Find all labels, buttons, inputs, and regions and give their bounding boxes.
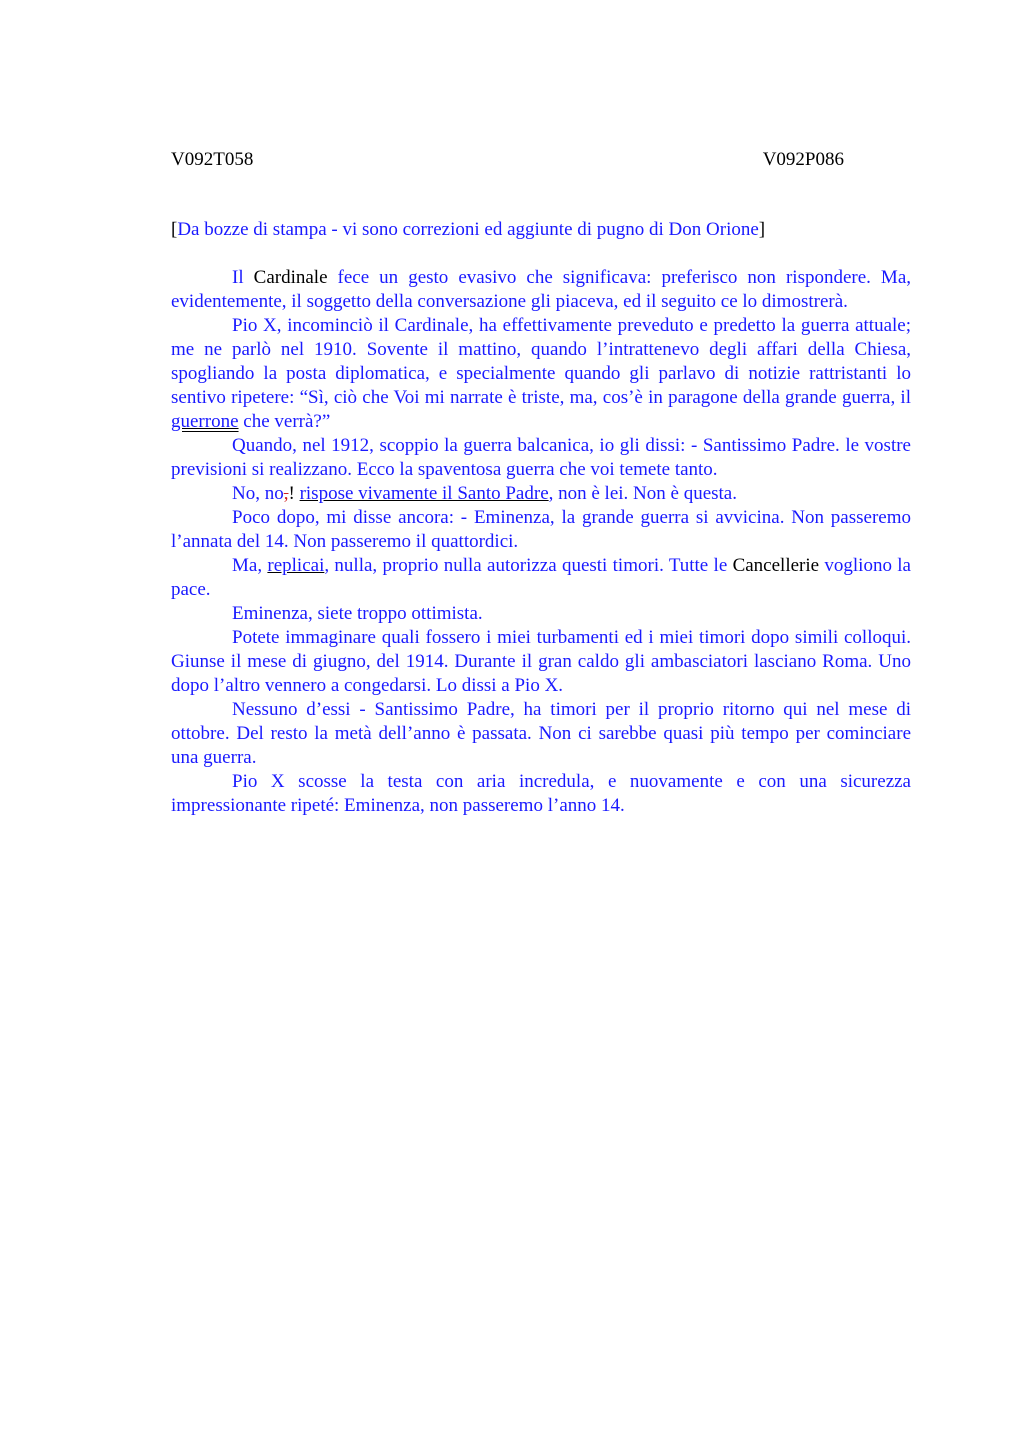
paragraph-segment: Cancellerie — [732, 555, 820, 576]
paragraph-segment: Il — [232, 267, 254, 288]
paragraph-segment: che verrà?” — [238, 411, 331, 432]
note-text: Da bozze di stampa - vi sono correzioni ed aggiunte di pugno di Don Orione — [177, 219, 759, 240]
paragraph-segment: , nulla, proprio nulla autorizza questi timori. Tutte le — [324, 555, 733, 576]
document-code-left: V092T058 — [171, 149, 254, 170]
source-note — [171, 218, 765, 242]
paragraph-segment: vogliono la pace. — [171, 555, 911, 600]
paragraph-segment: Pio X, incominciò il Cardinale, ha effettivamente preveduto e predetto la guerra attuale; me ne parlò nel 1910. Sovente il mattino, quando l’intrattenevo degli affari della Chiesa, spogliando la posta diplomatica, e specialmente quando gli parlavo di notizie rattristanti lo sentivo ripetere: “Sì, ciò che Voi mi narrate è triste, ma, cos’è in paragone della grande guerra, il — [171, 315, 911, 408]
paragraph — [171, 506, 911, 554]
paragraph-segment: rispose vivamente il Santo Padre — [299, 483, 549, 504]
paragraph-segment: No, no — [232, 483, 284, 504]
paragraph-segment: Nessuno d’essi - Santissimo Padre, ha timori per il proprio ritorno qui nel mese di ottobre. Del resto la metà dell’anno è passata. Non ci sarebbe quasi più tempo per cominciare una guerra. — [171, 699, 911, 768]
paragraph-segment: Quando, nel 1912, scoppio la guerra balcanica, io gli dissi: - Santissimo Padre. le vostre previsioni si realizzano. Ecco la spaventosa guerra che voi temete tanto. — [171, 435, 911, 480]
paragraph-segment: guerrone — [171, 411, 239, 432]
paragraph — [171, 602, 911, 626]
paragraph-segment: ! — [288, 483, 300, 504]
paragraph — [171, 314, 911, 434]
paragraph-segment: Cardinale — [253, 267, 328, 288]
page-code-right: V092P086 — [762, 149, 844, 170]
paragraph — [171, 434, 911, 482]
note-open-bracket: [ — [171, 219, 178, 240]
paragraph-segment: Pio X scosse la testa con aria incredula, e nuovamente e con una sicurezza impressionante ripeté: Eminenza, non passeremo l’anno 14. — [171, 771, 911, 816]
paragraph-segment: Eminenza, siete troppo ottimista. — [232, 603, 483, 624]
paragraph — [171, 266, 911, 314]
paragraph-segment: , non è lei. Non è questa. — [548, 483, 737, 504]
note-close-bracket: ] — [758, 219, 766, 240]
paragraph-segment: replicai — [267, 555, 325, 576]
paragraph-segment: Poco dopo, mi disse ancora: - Eminenza, la grande guerra si avvicina. Non passeremo l’annata del 14. Non passeremo il quattordici. — [171, 507, 911, 552]
paragraph — [171, 626, 911, 698]
paragraph-segment: Potete immaginare quali fossero i miei turbamenti ed i miei timori dopo simili colloqui. Giunse il mese di giugno, del 1914. Durante il gran caldo gli ambasciatori lasciano Roma. Uno dopo l’altro vennero a congedarsi. Lo dissi a Pio X. — [171, 627, 911, 696]
document-header — [171, 148, 844, 172]
paragraph-segment: Ma, — [232, 555, 268, 576]
paragraph — [171, 554, 911, 602]
paragraph — [171, 770, 911, 818]
paragraph-segment: , — [283, 483, 289, 504]
paragraph-segment: fece un gesto evasivo che significava: preferisco non rispondere. Ma, evidentemente, il soggetto della conversazione gli piaceva, ed il seguito ce lo dimostrerà. — [171, 267, 912, 312]
body-text — [171, 266, 911, 818]
paragraph — [171, 482, 911, 506]
document-page — [171, 0, 911, 1450]
paragraph — [171, 698, 911, 770]
